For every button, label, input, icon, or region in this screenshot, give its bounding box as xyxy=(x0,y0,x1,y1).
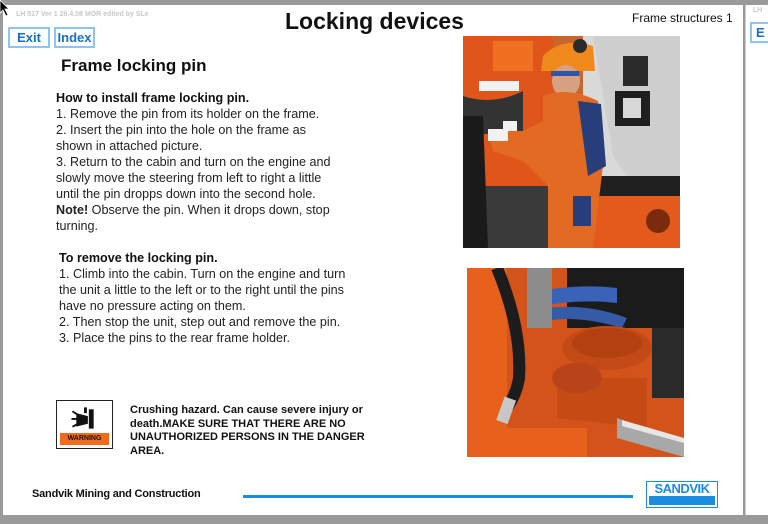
install-note-continued: turning. xyxy=(56,219,99,233)
remove-step-line: 2. Then stop the unit, step out and remove the pin. xyxy=(59,315,341,329)
install-note xyxy=(56,202,366,218)
window-bottom-bar xyxy=(0,515,768,524)
next-slide-version-note: LH xyxy=(753,7,763,14)
warning-text: Crushing hazard. Can cause severe injury or death.MAKE SURE THAT THERE ARE NO UNAUTHORIZED PERSONS IN THE DANGER AREA. xyxy=(130,404,365,457)
install-step-line: slowly move the steering from left to right a little xyxy=(56,171,322,185)
mouse-cursor-icon xyxy=(0,0,10,16)
install-title: How to install frame locking pin. xyxy=(56,91,250,105)
warning-label: WARNING xyxy=(60,433,109,445)
section-label: Frame structures 1 xyxy=(632,11,733,25)
version-note: LH 517 Ver 1 29.4.08 MOR edited by SLe xyxy=(16,11,149,18)
remove-title: To remove the locking pin. xyxy=(59,251,218,265)
next-slide-exit-button[interactable]: E xyxy=(750,22,768,43)
remove-instructions xyxy=(59,250,379,346)
note-text: Observe the pin. When it drops down, stop xyxy=(88,203,330,217)
install-step-line: 2. Insert the pin into the hole on the frame as xyxy=(56,123,306,137)
exit-button[interactable]: Exit xyxy=(8,27,50,48)
remove-step-line: 1. Climb into the cabin. Turn on the engine and turn xyxy=(59,267,346,281)
remove-step-line: 3. Place the pins to the rear frame holder. xyxy=(59,331,291,345)
install-step-line: until the pin dropps down into the second hole. xyxy=(56,187,316,201)
crushing-hazard-icon xyxy=(57,403,112,433)
footer-company: Sandvik Mining and Construction xyxy=(32,488,201,500)
section-heading: Frame locking pin xyxy=(61,56,207,75)
frame-joint-pin-photo xyxy=(467,268,684,457)
install-instructions xyxy=(56,90,366,234)
next-slide-peek xyxy=(745,5,768,515)
remove-step-line: have no pressure acting on them. xyxy=(59,299,246,313)
slide-page xyxy=(3,5,743,515)
crushing-hazard-warning-sign xyxy=(56,400,113,449)
install-step-line: 1. Remove the pin from its holder on the frame. xyxy=(56,107,320,121)
install-step-line: 3. Return to the cabin and turn on the engine and xyxy=(56,155,331,169)
remove-step-line: the unit a little to the left or to the right until the pins xyxy=(59,283,344,297)
logo-bar xyxy=(649,496,715,505)
index-button[interactable]: Index xyxy=(54,27,95,48)
sandvik-logo xyxy=(646,481,718,508)
logo-text: SANDVIK xyxy=(654,481,710,496)
footer-divider xyxy=(243,495,633,498)
operator-installing-pin-photo xyxy=(463,36,680,248)
page-title: Locking devices xyxy=(285,8,464,34)
note-label: Note! xyxy=(56,203,89,217)
install-step-line: shown in attached picture. xyxy=(56,139,203,153)
